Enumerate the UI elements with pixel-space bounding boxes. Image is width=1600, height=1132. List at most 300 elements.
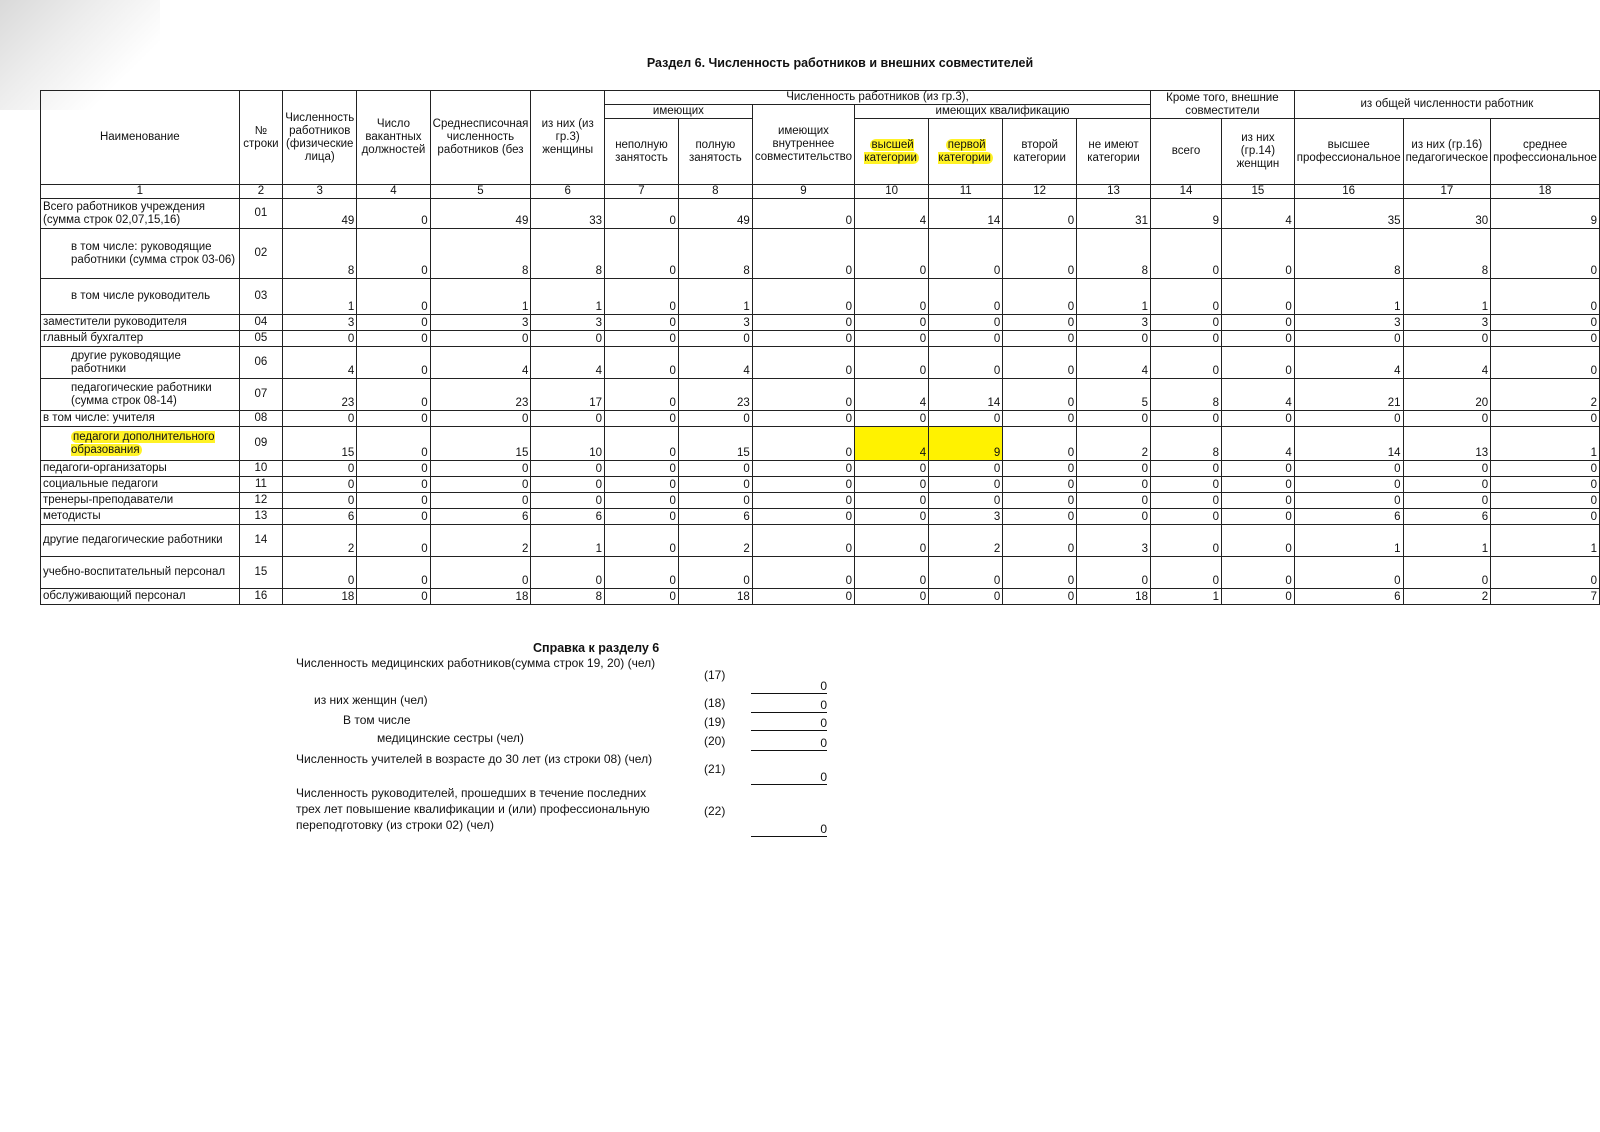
column-number-12: 12 [1003, 185, 1077, 199]
cell-col-13: 0 [1077, 411, 1151, 427]
column-numbers-row [41, 185, 1600, 199]
cell-col-3: 0 [283, 477, 357, 493]
cell-col-6: 8 [531, 229, 605, 279]
table-row [41, 589, 1600, 605]
cell-col-16: 0 [1294, 477, 1403, 493]
cell-col-5: 0 [430, 331, 531, 347]
cell-col-15: 4 [1222, 379, 1295, 411]
spravka-value-21: 0 [751, 771, 827, 785]
cell-col-12: 0 [1003, 379, 1077, 411]
cell-col-11: 0 [929, 589, 1003, 605]
table-row [41, 525, 1600, 557]
cell-col-12: 0 [1003, 509, 1077, 525]
cell-col-16: 21 [1294, 379, 1403, 411]
cell-col-15: 0 [1222, 411, 1295, 427]
cell-col-10: 0 [855, 477, 929, 493]
table-row [41, 279, 1600, 315]
cell-col-11: 14 [929, 379, 1003, 411]
cell-col-9: 0 [752, 509, 854, 525]
cell-col-10: 0 [855, 347, 929, 379]
row-code: 09 [239, 427, 283, 461]
header-c13: не имеют категории [1077, 119, 1151, 185]
cell-col-11: 2 [929, 525, 1003, 557]
cell-col-9: 0 [752, 347, 854, 379]
row-name: педагогические работники (сумма строк 08-14) [41, 379, 240, 411]
cell-col-16: 14 [1294, 427, 1403, 461]
cell-col-8: 18 [678, 589, 752, 605]
cell-col-12: 0 [1003, 525, 1077, 557]
row-code: 15 [239, 557, 283, 589]
row-code: 01 [239, 199, 283, 229]
cell-col-12: 0 [1003, 347, 1077, 379]
cell-col-13: 8 [1077, 229, 1151, 279]
spravka-label-18: из них женщин (чел) [314, 693, 428, 707]
cell-col-4: 0 [357, 379, 430, 411]
section-title: Раздел 6. Численность работников и внешних совместителей [646, 56, 1034, 70]
cell-col-14: 0 [1150, 347, 1221, 379]
column-number-1: 1 [41, 185, 240, 199]
cell-col-11: 0 [929, 461, 1003, 477]
cell-col-9: 0 [752, 331, 854, 347]
spravka-label-19: В том числе [343, 713, 411, 727]
cell-col-17: 30 [1403, 199, 1491, 229]
cell-col-5: 4 [430, 347, 531, 379]
cell-col-12: 0 [1003, 589, 1077, 605]
cell-col-8: 0 [678, 331, 752, 347]
cell-col-6: 0 [531, 477, 605, 493]
cell-col-6: 1 [531, 279, 605, 315]
spravka-label-20: медицинские сестры (чел) [377, 731, 524, 745]
row-name-text: педагоги дополнительного образования [71, 430, 215, 456]
cell-col-17: 2 [1403, 589, 1491, 605]
cell-col-4: 0 [357, 229, 430, 279]
cell-col-7: 0 [605, 199, 679, 229]
cell-col-18: 0 [1491, 411, 1600, 427]
spravka-code-17: (17) [704, 668, 726, 682]
cell-col-7: 0 [605, 477, 679, 493]
cell-col-16: 1 [1294, 525, 1403, 557]
staff-table [40, 90, 1600, 605]
cell-col-17: 1 [1403, 279, 1491, 315]
header-c10-text: высшей категории [864, 138, 917, 164]
cell-col-17: 6 [1403, 509, 1491, 525]
header-c12: второй категории [1003, 119, 1077, 185]
row-name [41, 427, 240, 461]
cell-col-17: 20 [1403, 379, 1491, 411]
cell-col-18: 0 [1491, 315, 1600, 331]
header-group-having: имеющих [605, 105, 753, 119]
cell-col-10: 0 [855, 589, 929, 605]
cell-col-11: 0 [929, 557, 1003, 589]
cell-col-7: 0 [605, 279, 679, 315]
header-c3: Численность работников (физические лица) [283, 91, 357, 185]
cell-col-7: 0 [605, 229, 679, 279]
cell-col-11: 0 [929, 279, 1003, 315]
cell-col-7: 0 [605, 331, 679, 347]
cell-col-9: 0 [752, 315, 854, 331]
spravka-label-17: Численность медицинских работников(сумма строк 19, 20) (чел) [296, 656, 656, 670]
cell-col-8: 23 [678, 379, 752, 411]
cell-col-14: 0 [1150, 493, 1221, 509]
cell-col-10: 0 [855, 331, 929, 347]
cell-col-9: 0 [752, 411, 854, 427]
cell-col-11: 14 [929, 199, 1003, 229]
cell-col-7: 0 [605, 315, 679, 331]
row-name: заместители руководителя [41, 315, 240, 331]
cell-col-3: 2 [283, 525, 357, 557]
cell-col-13: 3 [1077, 525, 1151, 557]
cell-col-5: 49 [430, 199, 531, 229]
cell-col-12: 0 [1003, 279, 1077, 315]
cell-col-14: 0 [1150, 229, 1221, 279]
cell-col-9: 0 [752, 279, 854, 315]
cell-col-18: 2 [1491, 379, 1600, 411]
cell-col-12: 0 [1003, 411, 1077, 427]
cell-col-13: 18 [1077, 589, 1151, 605]
cell-col-8: 49 [678, 199, 752, 229]
cell-col-3: 3 [283, 315, 357, 331]
cell-col-10: 0 [855, 557, 929, 589]
cell-col-8: 0 [678, 411, 752, 427]
header-name: Наименование [41, 91, 240, 185]
row-code: 13 [239, 509, 283, 525]
spravka-title: Справка к разделу 6 [533, 641, 660, 655]
spravka-code-18: (18) [704, 696, 726, 710]
header-c10 [855, 119, 929, 185]
cell-col-8: 4 [678, 347, 752, 379]
cell-col-17: 13 [1403, 427, 1491, 461]
cell-col-10: 0 [855, 525, 929, 557]
row-code: 06 [239, 347, 283, 379]
cell-col-17: 0 [1403, 493, 1491, 509]
cell-col-11: 0 [929, 315, 1003, 331]
cell-col-13: 0 [1077, 557, 1151, 589]
cell-col-15: 0 [1222, 331, 1295, 347]
table-row [41, 461, 1600, 477]
cell-col-9: 0 [752, 477, 854, 493]
cell-col-6: 1 [531, 525, 605, 557]
cell-col-15: 0 [1222, 557, 1295, 589]
row-code: 12 [239, 493, 283, 509]
spravka-code-20: (20) [704, 734, 726, 748]
cell-col-16: 1 [1294, 279, 1403, 315]
cell-col-18: 0 [1491, 347, 1600, 379]
cell-col-16: 0 [1294, 331, 1403, 347]
cell-col-7: 0 [605, 461, 679, 477]
cell-col-12: 0 [1003, 477, 1077, 493]
cell-col-15: 0 [1222, 461, 1295, 477]
header-c11 [929, 119, 1003, 185]
cell-col-18: 1 [1491, 525, 1600, 557]
cell-col-13: 0 [1077, 477, 1151, 493]
cell-col-15: 0 [1222, 509, 1295, 525]
cell-col-18: 0 [1491, 229, 1600, 279]
header-c11-text: первой категории [938, 138, 991, 164]
column-number-5: 5 [430, 185, 531, 199]
header-c17: из них (гр.16) педагогическое [1403, 119, 1491, 185]
cell-col-6: 33 [531, 199, 605, 229]
header-group-external: Кроме того, внешние совместители [1150, 91, 1294, 119]
header-row-no: № строки [239, 91, 283, 185]
cell-col-8: 0 [678, 461, 752, 477]
cell-col-12: 0 [1003, 461, 1077, 477]
column-number-4: 4 [357, 185, 430, 199]
cell-col-7: 0 [605, 525, 679, 557]
cell-col-16: 6 [1294, 589, 1403, 605]
cell-col-16: 0 [1294, 557, 1403, 589]
row-name: тренеры-преподаватели [41, 493, 240, 509]
cell-col-17: 0 [1403, 477, 1491, 493]
column-number-17: 17 [1403, 185, 1491, 199]
column-number-6: 6 [531, 185, 605, 199]
cell-col-9: 0 [752, 379, 854, 411]
cell-col-5: 6 [430, 509, 531, 525]
cell-col-12: 0 [1003, 315, 1077, 331]
cell-col-4: 0 [357, 525, 430, 557]
cell-col-9: 0 [752, 493, 854, 509]
cell-col-15: 4 [1222, 427, 1295, 461]
cell-col-16: 8 [1294, 229, 1403, 279]
cell-col-7: 0 [605, 493, 679, 509]
cell-col-3: 0 [283, 331, 357, 347]
cell-col-4: 0 [357, 331, 430, 347]
row-code: 05 [239, 331, 283, 347]
row-name: в том числе руководитель [41, 279, 240, 315]
cell-col-18: 0 [1491, 461, 1600, 477]
table-row [41, 557, 1600, 589]
row-name: методисты [41, 509, 240, 525]
row-name: другие руководящие работники [41, 347, 240, 379]
cell-col-16: 0 [1294, 411, 1403, 427]
cell-col-16: 35 [1294, 199, 1403, 229]
cell-col-8: 3 [678, 315, 752, 331]
cell-col-7: 0 [605, 557, 679, 589]
cell-col-16: 0 [1294, 493, 1403, 509]
cell-col-13: 0 [1077, 331, 1151, 347]
cell-col-6: 0 [531, 461, 605, 477]
cell-col-14: 0 [1150, 461, 1221, 477]
cell-col-8: 15 [678, 427, 752, 461]
cell-col-12: 0 [1003, 427, 1077, 461]
cell-col-11: 3 [929, 509, 1003, 525]
column-number-8: 8 [678, 185, 752, 199]
cell-col-10: 0 [855, 229, 929, 279]
table-row [41, 411, 1600, 427]
cell-col-5: 0 [430, 477, 531, 493]
table-row [41, 509, 1600, 525]
cell-col-14: 8 [1150, 379, 1221, 411]
cell-col-17: 4 [1403, 347, 1491, 379]
row-name: учебно-воспитательный персонал [41, 557, 240, 589]
cell-col-14: 1 [1150, 589, 1221, 605]
cell-col-18: 0 [1491, 331, 1600, 347]
cell-col-7: 0 [605, 379, 679, 411]
cell-col-5: 2 [430, 525, 531, 557]
cell-col-16: 6 [1294, 509, 1403, 525]
spravka-code-21: (21) [704, 762, 726, 776]
cell-col-12: 0 [1003, 493, 1077, 509]
header-c9: имеющих внутреннее совместительство [752, 105, 854, 185]
cell-col-15: 0 [1222, 347, 1295, 379]
cell-col-5: 1 [430, 279, 531, 315]
row-name: в том числе: руководящие работники (сумма строк 03-06) [41, 229, 240, 279]
table-row [41, 477, 1600, 493]
cell-col-6: 10 [531, 427, 605, 461]
cell-col-13: 4 [1077, 347, 1151, 379]
cell-col-4: 0 [357, 493, 430, 509]
column-number-14: 14 [1150, 185, 1221, 199]
cell-col-15: 0 [1222, 525, 1295, 557]
cell-col-14: 0 [1150, 525, 1221, 557]
cell-col-4: 0 [357, 347, 430, 379]
cell-col-4: 0 [357, 509, 430, 525]
table-row [41, 493, 1600, 509]
table-row [41, 379, 1600, 411]
cell-col-14: 0 [1150, 411, 1221, 427]
cell-col-11: 0 [929, 411, 1003, 427]
cell-col-10: 0 [855, 411, 929, 427]
cell-col-14: 9 [1150, 199, 1221, 229]
cell-col-15: 4 [1222, 199, 1295, 229]
cell-col-4: 0 [357, 461, 430, 477]
cell-col-10: 0 [855, 279, 929, 315]
spravka-code-22: (22) [704, 804, 726, 818]
table-row [41, 315, 1600, 331]
column-number-7: 7 [605, 185, 679, 199]
cell-col-17: 3 [1403, 315, 1491, 331]
cell-col-6: 6 [531, 509, 605, 525]
cell-col-10: 0 [855, 315, 929, 331]
cell-col-6: 3 [531, 315, 605, 331]
column-number-15: 15 [1222, 185, 1295, 199]
cell-col-18: 0 [1491, 477, 1600, 493]
cell-col-12: 0 [1003, 229, 1077, 279]
table-row [41, 347, 1600, 379]
cell-col-4: 0 [357, 199, 430, 229]
cell-col-18: 9 [1491, 199, 1600, 229]
cell-col-3: 8 [283, 229, 357, 279]
cell-col-7: 0 [605, 589, 679, 605]
header-c15: из них (гр.14) женщин [1222, 119, 1295, 185]
cell-col-10: 0 [855, 461, 929, 477]
cell-col-13: 31 [1077, 199, 1151, 229]
row-name: обслуживающий персонал [41, 589, 240, 605]
cell-col-17: 1 [1403, 525, 1491, 557]
column-number-11: 11 [929, 185, 1003, 199]
row-name: главный бухгалтер [41, 331, 240, 347]
cell-col-18: 7 [1491, 589, 1600, 605]
column-number-13: 13 [1077, 185, 1151, 199]
cell-col-9: 0 [752, 199, 854, 229]
cell-col-18: 0 [1491, 493, 1600, 509]
spravka-value-17: 0 [751, 680, 827, 694]
cell-col-15: 0 [1222, 279, 1295, 315]
cell-col-4: 0 [357, 589, 430, 605]
cell-col-5: 0 [430, 411, 531, 427]
cell-col-12: 0 [1003, 331, 1077, 347]
cell-col-8: 6 [678, 509, 752, 525]
row-code: 11 [239, 477, 283, 493]
row-name: педагоги-организаторы [41, 461, 240, 477]
cell-col-14: 0 [1150, 557, 1221, 589]
cell-col-3: 4 [283, 347, 357, 379]
row-code: 14 [239, 525, 283, 557]
cell-col-15: 0 [1222, 589, 1295, 605]
column-number-9: 9 [752, 185, 854, 199]
cell-col-13: 3 [1077, 315, 1151, 331]
cell-col-9: 0 [752, 427, 854, 461]
cell-col-4: 0 [357, 557, 430, 589]
row-code: 16 [239, 589, 283, 605]
table-row [41, 199, 1600, 229]
cell-col-14: 0 [1150, 331, 1221, 347]
cell-col-18: 1 [1491, 427, 1600, 461]
cell-col-10: 4 [855, 199, 929, 229]
cell-col-3: 6 [283, 509, 357, 525]
cell-col-10: 4 [855, 379, 929, 411]
cell-col-8: 1 [678, 279, 752, 315]
cell-col-11: 0 [929, 331, 1003, 347]
cell-col-8: 0 [678, 557, 752, 589]
header-c16: высшее профессиональное [1294, 119, 1403, 185]
header-c14: всего [1150, 119, 1221, 185]
cell-col-3: 23 [283, 379, 357, 411]
cell-col-14: 8 [1150, 427, 1221, 461]
cell-col-11: 9 [929, 427, 1003, 461]
cell-col-8: 0 [678, 477, 752, 493]
cell-col-10: 0 [855, 509, 929, 525]
cell-col-3: 0 [283, 493, 357, 509]
cell-col-3: 0 [283, 461, 357, 477]
spravka-value-19: 0 [751, 717, 827, 731]
row-code: 07 [239, 379, 283, 411]
header-c18: среднее профессиональное [1491, 119, 1600, 185]
cell-col-18: 0 [1491, 279, 1600, 315]
spravka-value-18: 0 [751, 699, 827, 713]
cell-col-16: 4 [1294, 347, 1403, 379]
row-code: 08 [239, 411, 283, 427]
cell-col-4: 0 [357, 279, 430, 315]
cell-col-4: 0 [357, 427, 430, 461]
cell-col-4: 0 [357, 477, 430, 493]
table-row [41, 229, 1600, 279]
cell-col-3: 0 [283, 557, 357, 589]
cell-col-12: 0 [1003, 557, 1077, 589]
cell-col-6: 4 [531, 347, 605, 379]
cell-col-5: 15 [430, 427, 531, 461]
table-row [41, 427, 1600, 461]
cell-col-6: 0 [531, 557, 605, 589]
cell-col-9: 0 [752, 557, 854, 589]
cell-col-9: 0 [752, 589, 854, 605]
cell-col-6: 8 [531, 589, 605, 605]
row-code: 04 [239, 315, 283, 331]
cell-col-14: 0 [1150, 279, 1221, 315]
cell-col-8: 8 [678, 229, 752, 279]
cell-col-16: 3 [1294, 315, 1403, 331]
cell-col-3: 49 [283, 199, 357, 229]
column-number-3: 3 [283, 185, 357, 199]
cell-col-6: 0 [531, 411, 605, 427]
row-name: в том числе: учителя [41, 411, 240, 427]
header-c6: из них (из гр.3) женщины [531, 91, 605, 185]
cell-col-13: 0 [1077, 509, 1151, 525]
cell-col-3: 15 [283, 427, 357, 461]
header-c5: Среднесписочная численность работников (без [430, 91, 531, 185]
cell-col-13: 2 [1077, 427, 1151, 461]
cell-col-14: 0 [1150, 509, 1221, 525]
cell-col-11: 0 [929, 347, 1003, 379]
